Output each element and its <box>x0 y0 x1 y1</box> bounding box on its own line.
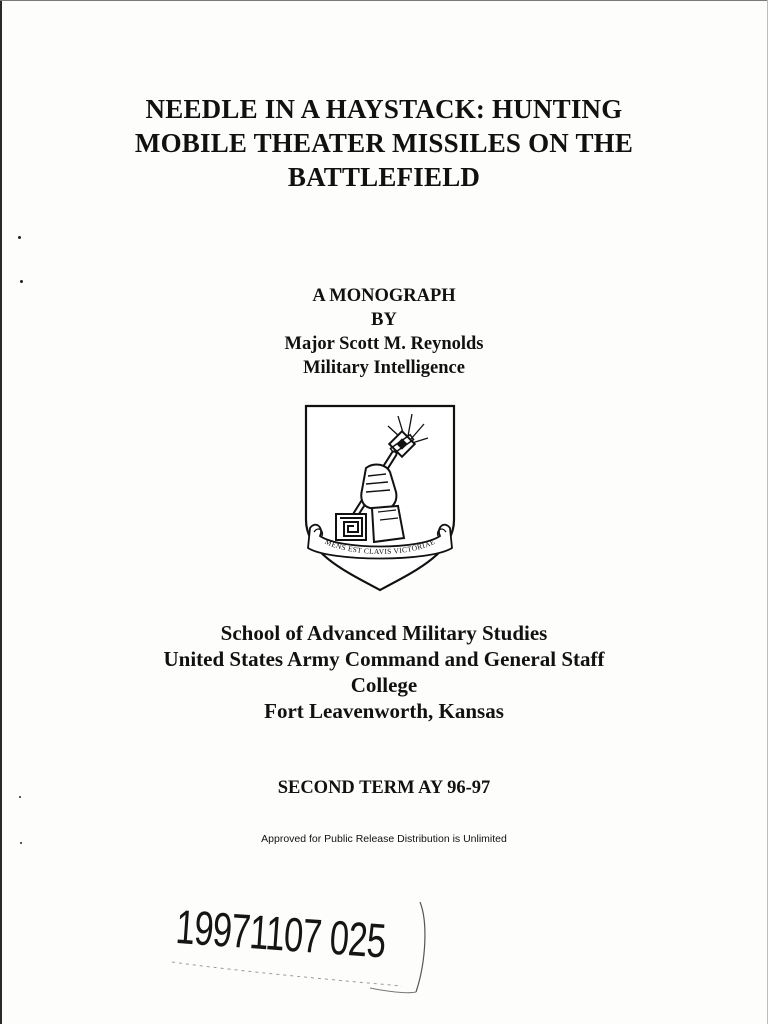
byline-by: BY <box>371 310 397 330</box>
institution-location: Fort Leavenworth, Kansas <box>264 699 504 723</box>
author-name: Major Scott M. Reynolds <box>284 334 484 354</box>
scan-speck <box>18 236 21 239</box>
accession-stamp-number: 19971107 025 <box>174 900 388 969</box>
document-type: A MONOGRAPH <box>312 286 456 306</box>
scan-speck <box>20 280 23 283</box>
institution-line-1: School of Advanced Military Studies <box>220 621 548 645</box>
title-line-1: NEEDLE IN A HAYSTACK: HUNTING <box>145 94 623 124</box>
academic-term: SECOND TERM AY 96-97 <box>277 778 491 798</box>
author-branch: Military Intelligence <box>303 358 465 378</box>
institution-line-2: United States Army Command and General Staff <box>163 647 605 671</box>
distribution-statement: Approved for Public Release Distribution is Unlimited <box>261 833 507 845</box>
title-line-3: BATTLEFIELD <box>287 162 481 192</box>
byline-block <box>0 284 768 380</box>
institution-block <box>0 620 768 724</box>
title-line-2: MOBILE THEATER MISSILES ON THE <box>134 128 634 158</box>
heraldic-shield-icon <box>300 402 460 592</box>
institution-line-3: College <box>350 673 418 697</box>
page-edge-top <box>0 0 768 1</box>
crest-motto: MENS EST CLAVIS VICTORIAE <box>323 536 437 557</box>
document-title <box>0 92 768 194</box>
